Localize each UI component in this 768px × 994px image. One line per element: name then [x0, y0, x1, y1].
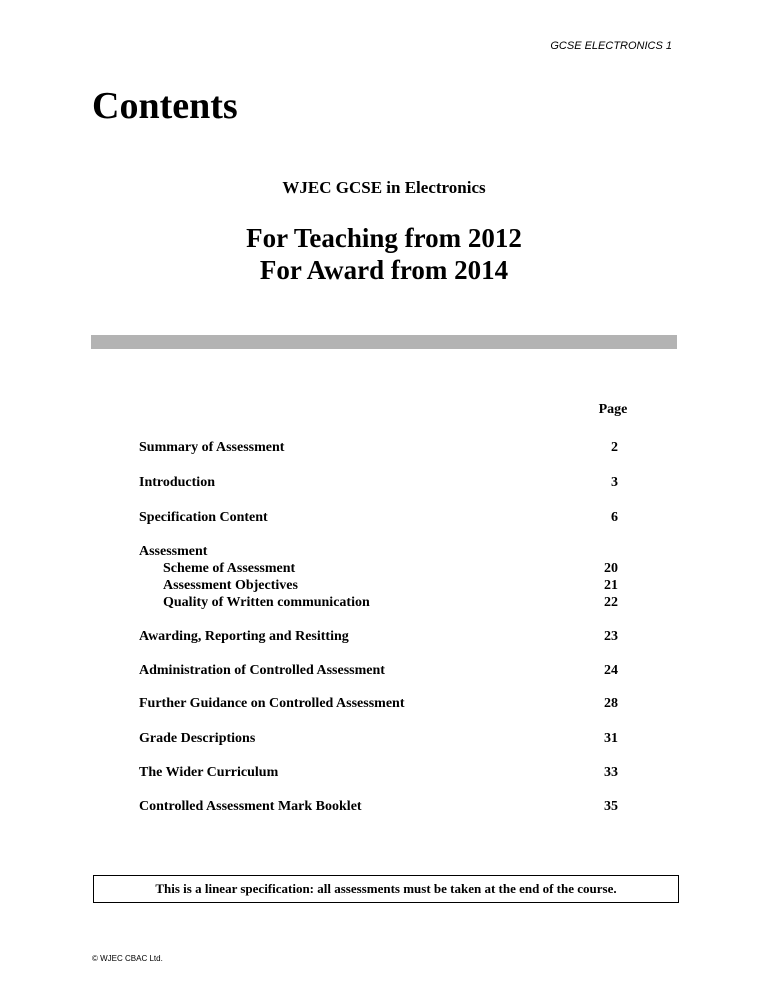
dates-block	[0, 222, 768, 286]
toc-subentry-page: 20	[604, 561, 618, 576]
toc-entry-page: 2	[611, 440, 618, 455]
toc-entry-page: 33	[604, 765, 618, 780]
toc-entry-page: 31	[604, 731, 618, 746]
toc-group-label: Assessment	[139, 544, 208, 559]
toc-entry-label: Controlled Assessment Mark Booklet	[139, 799, 362, 814]
toc-entry-label: Awarding, Reporting and Resitting	[139, 629, 349, 644]
page-column-header: Page	[598, 402, 628, 417]
toc-subentry[interactable]	[139, 594, 619, 611]
toc-group-heading[interactable]	[139, 543, 619, 560]
toc-subentry-page: 21	[604, 578, 618, 593]
toc-entry-label: Specification Content	[139, 510, 268, 525]
toc-entry-label: Administration of Controlled Assessment	[139, 663, 385, 678]
toc-entry-label: The Wider Curriculum	[139, 765, 279, 780]
toc-subentry-label: Quality of Written communication	[163, 595, 370, 610]
toc-subentry-label: Assessment Objectives	[163, 578, 298, 593]
subtitle: WJEC GCSE in Electronics	[282, 178, 486, 197]
award-date: For Award from 2014	[259, 255, 509, 285]
toc-subentry[interactable]	[139, 560, 619, 577]
toc-group-assessment	[139, 543, 619, 611]
toc-entry-page: 24	[604, 663, 618, 678]
copyright-notice: © WJEC CBAC Ltd.	[92, 954, 163, 963]
toc-entry-page: 23	[604, 629, 618, 644]
page-title: Contents	[92, 85, 238, 127]
linear-specification-note: This is a linear specification: all assessments must be taken at the end of the course.	[93, 875, 679, 903]
toc-subentry[interactable]	[139, 577, 619, 594]
running-header: GCSE ELECTRONICS 1	[550, 40, 672, 52]
teaching-date: For Teaching from 2012	[246, 223, 522, 253]
toc-entry-page: 35	[604, 799, 618, 814]
toc-subentry-page: 22	[604, 595, 618, 610]
toc-entry-page: 6	[611, 510, 618, 525]
toc-entry-label: Summary of Assessment	[139, 440, 285, 455]
toc-entry-label: Introduction	[139, 475, 215, 490]
toc-subentry-label: Scheme of Assessment	[163, 561, 296, 576]
toc-entry-label: Grade Descriptions	[139, 731, 256, 746]
toc-entry-label: Further Guidance on Controlled Assessment	[139, 696, 405, 711]
toc-entry-page: 3	[611, 475, 618, 490]
toc-entry-page: 28	[604, 696, 618, 711]
divider-bar	[91, 335, 677, 349]
